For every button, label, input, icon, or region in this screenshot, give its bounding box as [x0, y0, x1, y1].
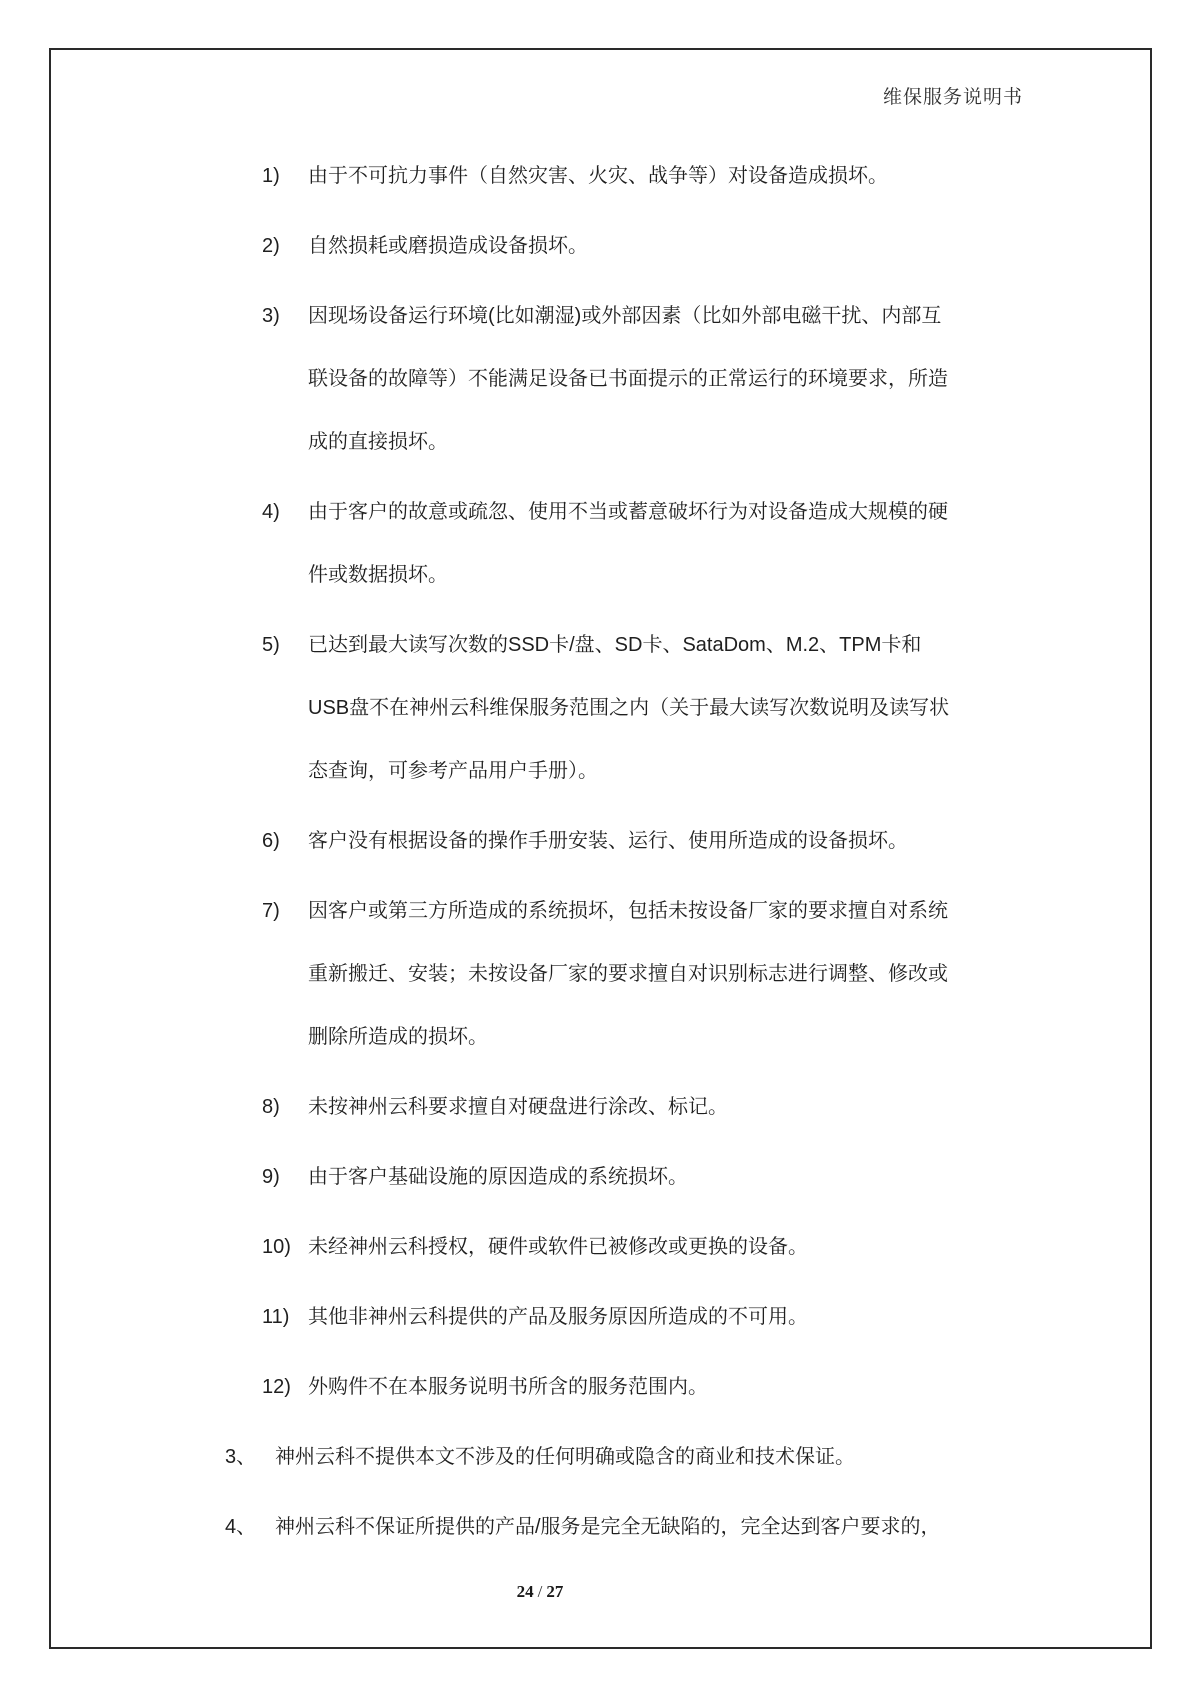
exclusion-item: [262, 285, 982, 474]
item-marker: 3、: [225, 1446, 257, 1468]
exclusion-item: [262, 1076, 982, 1139]
item-marker: 12): [262, 1376, 291, 1398]
item-text: [275, 1496, 982, 1559]
item-marker: 7): [262, 900, 280, 922]
exclusion-item: [262, 215, 982, 278]
item-marker: 4): [262, 501, 280, 523]
text-line: 联设备的故障等）不能满足设备已书面提示的正常运行的环境要求，所造: [308, 368, 948, 390]
item-text: [308, 215, 982, 278]
exclusion-item: [262, 1216, 982, 1279]
text-line: 因客户或第三方所造成的系统损坏，包括未按设备厂家的要求擅自对系统: [308, 900, 948, 922]
document-header-title: 维保服务说明书: [882, 87, 1023, 108]
document-body: [225, 145, 982, 1566]
item-marker: 4、: [225, 1516, 257, 1538]
item-marker: 6): [262, 830, 280, 852]
text-line: 已达到最大读写次数的SSD卡/盘、SD卡、SataDom、M.2、TPM卡和: [308, 634, 922, 656]
exclusion-list: [262, 145, 982, 1419]
exclusion-item: [262, 880, 982, 1069]
item-marker: 9): [262, 1166, 280, 1188]
exclusion-item: [262, 614, 982, 803]
exclusion-item: [262, 1286, 982, 1349]
item-text: [308, 1286, 982, 1349]
text-line: 由于客户基础设施的原因造成的系统损坏。: [308, 1166, 688, 1188]
text-line: 神州云科不提供本文不涉及的任何明确或隐含的商业和技术保证。: [275, 1446, 855, 1468]
exclusion-item: [262, 1146, 982, 1209]
text-line: 未按神州云科要求擅自对硬盘进行涂改、标记。: [308, 1096, 728, 1118]
page-number: [0, 1582, 1080, 1602]
item-text: [308, 285, 982, 474]
text-line: 成的直接损坏。: [308, 431, 448, 453]
item-text: [308, 145, 982, 208]
text-line: USB盘不在神州云科维保服务范围之内（关于最大读写次数说明及读写状: [308, 697, 950, 719]
item-text: [308, 1356, 982, 1419]
text-line: 由于客户的故意或疏忽、使用不当或蓄意破坏行为对设备造成大规模的硬: [308, 501, 948, 523]
item-marker: 1): [262, 165, 280, 187]
clause-item: [225, 1496, 982, 1559]
item-text: [308, 1146, 982, 1209]
item-text: [308, 810, 982, 873]
text-line: 客户没有根据设备的操作手册安装、运行、使用所造成的设备损坏。: [308, 830, 908, 852]
item-marker: 11): [262, 1306, 290, 1328]
item-marker: 3): [262, 305, 280, 327]
item-text: [308, 1216, 982, 1279]
text-line: 态查询，可参考产品用户手册）。: [308, 760, 598, 782]
text-line: 由于不可抗力事件（自然灾害、火灾、战争等）对设备造成损坏。: [308, 165, 888, 187]
clause-list: [225, 1426, 982, 1559]
exclusion-item: [262, 145, 982, 208]
item-marker: 10): [262, 1236, 291, 1258]
text-line: 自然损耗或磨损造成设备损坏。: [308, 235, 588, 257]
page-number-current: 24: [516, 1582, 534, 1601]
text-line: 重新搬迁、安装；未按设备厂家的要求擅自对识别标志进行调整、修改或: [308, 963, 948, 985]
page-number-total: 27: [546, 1582, 564, 1601]
text-line: 其他非神州云科提供的产品及服务原因所造成的不可用。: [308, 1306, 808, 1328]
exclusion-item: [262, 810, 982, 873]
text-line: 件或数据损坏。: [308, 564, 448, 586]
text-line: 未经神州云科授权，硬件或软件已被修改或更换的设备。: [308, 1236, 808, 1258]
item-text: [308, 880, 982, 1069]
exclusion-item: [262, 1356, 982, 1419]
page-number-separator: /: [537, 1582, 543, 1601]
text-line: 因现场设备运行环境(比如潮湿)或外部因素（比如外部电磁干扰、内部互: [308, 305, 942, 327]
item-text: [275, 1426, 982, 1489]
item-text: [308, 614, 982, 803]
text-line: 外购件不在本服务说明书所含的服务范围内。: [308, 1376, 708, 1398]
item-marker: 5): [262, 634, 280, 656]
text-line: 删除所造成的损坏。: [308, 1026, 488, 1048]
item-marker: 8): [262, 1096, 280, 1118]
text-line: 神州云科不保证所提供的产品/服务是完全无缺陷的，完全达到客户要求的，: [275, 1516, 941, 1538]
item-text: [308, 481, 982, 607]
item-text: [308, 1076, 982, 1139]
exclusion-item: [262, 481, 982, 607]
clause-item: [225, 1426, 982, 1489]
item-marker: 2): [262, 235, 280, 257]
